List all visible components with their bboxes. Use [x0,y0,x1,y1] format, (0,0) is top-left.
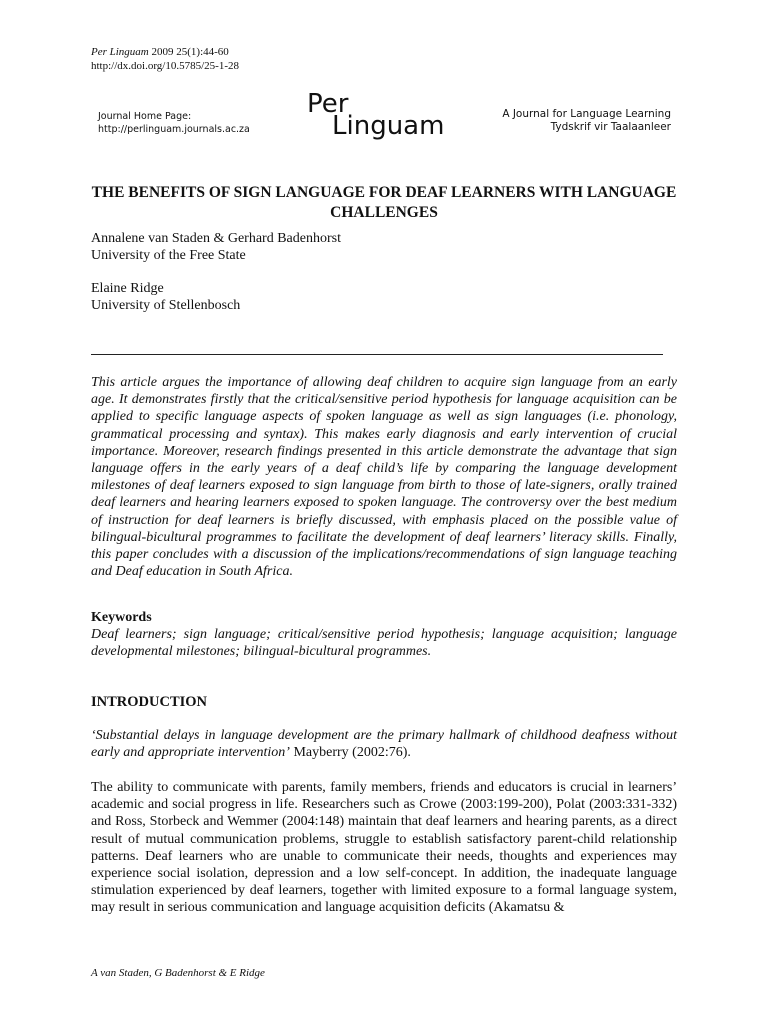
epigraph-quote [91,727,677,761]
journal-tagline [502,108,671,134]
quote-text: ‘Substantial delays in language development are the primary hallmark of childhood deafness without early and appropriate intervention’ [91,728,677,761]
doi-link[interactable]: http://dx.doi.org/10.5785/25-1-28 [91,60,239,72]
author-block [91,280,341,314]
author-block [91,230,341,264]
author-names: Annalene van Staden & Gerhard Badenhorst [91,231,341,246]
article-title: THE BENEFITS OF SIGN LANGUAGE FOR DEAF LEARNERS WITH LANGUAGE CHALLENGES [91,184,677,221]
author-list [91,230,341,330]
tagline-afrikaans: Tydskrif vir Taalaanleer [550,121,671,133]
keywords-list: Deaf learners; sign language; critical/sensitive period hypothesis; language acquisition; language developmental milestones; bilingual-bicultural programmes. [91,627,677,660]
homepage-url[interactable]: http://perlinguam.journals.ac.za [98,124,250,135]
homepage-label: Journal Home Page: [98,111,192,122]
author-affiliation: University of Stellenbosch [91,298,241,313]
journal-homepage [98,110,250,136]
section-heading-introduction: INTRODUCTION [91,694,208,710]
separator-rule [91,354,663,355]
citation-journal-name: Per Linguam [91,46,149,58]
body-paragraph: The ability to communicate with parents, family members, friends and educators is crucial in learners’ academic and social progress in life. Researchers such as Crowe (2003:199-200), Polat (2003:331-332) and Ross, Storbeck and Wemmer (2004:148) maintain that deaf learners and hearing parents, as a direct result of mutual communication problems, struggle to establish satisfactory parent-child relationship patterns. Deaf learners who are unable to communicate their needs, thoughts and experiences may experience social isolation, depression and a low self-concept. In addition, the inadequate language stimulation experienced by deaf learners, together with limited exposure to a formal language system, may result in serious communication and language acquisition deficits (Akamatsu & [91,780,677,916]
author-affiliation: University of the Free State [91,248,246,263]
page-footer: A van Staden, G Badenhorst & E Ridge [91,967,265,979]
abstract: This article argues the importance of allowing deaf children to acquire sign language from an early age. It demonstrates firstly that the critical/sensitive period hypothesis for language acquisition can be applied to specific language aspects of spoken language as well as sign languages (i.e. phonology, grammatical processing and syntax). This makes early diagnosis and early intervention of crucial importance. Moreover, research findings presented in this article demonstrate the advantage that sign language offers in the early years of a deaf child’s life by comparing the language development milestones of deaf learners exposed to sign language from birth to those of late-signers, orally trained deaf learners and hearing learners exposed to spoken language. The controversy over the best medium of instruction for deaf learners is briefly discussed, with emphasis placed on the possible value of bilingual-bicultural programmes to facilitate the development of deaf learners’ literacy skills. Finally, this paper concludes with a discussion of the implications/recommendations of sign language teaching and Deaf education in South Africa. [91,375,677,580]
tagline-english: A Journal for Language Learning [502,108,671,120]
citation [91,45,239,73]
logo-line-2: Linguam [332,111,445,141]
quote-source: Mayberry (2002:76). [289,745,411,761]
logo-line-1: Per [307,89,349,119]
citation-volume: 2009 25(1):44-60 [148,46,229,58]
author-names: Elaine Ridge [91,281,164,296]
keywords-heading: Keywords [91,610,152,625]
